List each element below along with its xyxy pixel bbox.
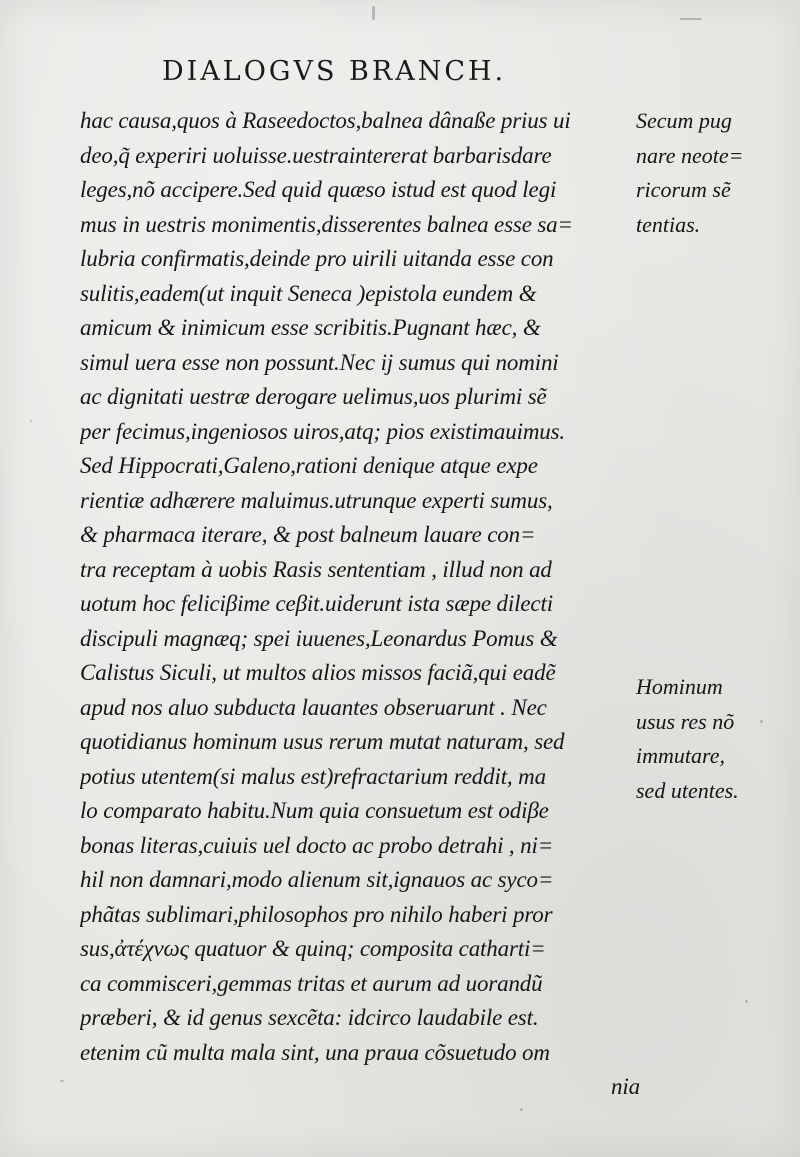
margin-note-line: ricorum sẽ (636, 177, 731, 202)
text-line: lo comparato habitu.Num quia consuetum est odiβe (80, 798, 549, 823)
text-line: etenim cũ multa mala sint, una praua cõsuetudo om (80, 1039, 550, 1065)
text-line: uotum hoc feliciβime ceβit.uiderunt ista sæpe dilecti (80, 591, 553, 616)
paper-speck (60, 1080, 64, 1082)
text-line: phãtas sublimari,philosophos pro nihilo haberi pror (80, 901, 553, 927)
text-line: mus in uestris monimentis,disserentes balnea esse sa= (80, 211, 573, 237)
main-text-block (80, 104, 640, 1105)
text-line: sus,ἀτέχνως quatuor & quinq; composita catharti= (80, 936, 546, 961)
margin-note-line: Hominum (636, 674, 723, 699)
margin-note-line: tentias. (636, 211, 701, 237)
paper-speck (372, 6, 375, 20)
running-head: DIALOGVS BRANCH. (162, 56, 507, 87)
text-line: amicum & inimicum esse scribitis.Pugnant hæc, & (80, 315, 541, 340)
text-line: rientiæ adhærere maluimus.utrunque experti sumus, (80, 487, 553, 513)
paper-speck (680, 18, 702, 20)
text-line: tra receptam à uobis Rasis sententiam , illud non ad (80, 556, 552, 582)
margin-note-line: immutare, (636, 743, 726, 768)
margin-note (636, 104, 796, 242)
text-line: præberi, & id genus sexcẽta: idcirco laudabile est. (80, 1005, 539, 1030)
text-line: Sed Hippocrati,Galeno,rationi denique atque expe (80, 453, 538, 478)
paper-speck (745, 1000, 748, 1003)
margin-note (636, 670, 796, 808)
text-line: & pharmaca iterare, & post balneum lauare con= (80, 522, 536, 547)
margin-note-line: usus res nõ (636, 708, 735, 734)
margin-note-line: nare neote= (636, 142, 744, 168)
text-line: discipuli magnæq; spei iuuenes,Leonardus Pomus & (80, 625, 558, 651)
text-line: apud nos aluo subducta lauantes obseruarunt . Nec (80, 694, 547, 720)
text-line: bonas literas,cuiuis uel docto ac probo detrahi , ni= (80, 832, 554, 858)
text-line: Calistus Siculi, ut multos alios missos faciã,qui eadẽ (80, 660, 556, 685)
text-line: simul uera esse non possunt.Nec ij sumus qui nomini (80, 349, 559, 375)
paper-speck (30, 420, 32, 422)
text-line: potius utentem(si malus est)refractarium reddit, ma (80, 763, 546, 789)
margin-note-line: Secum pug (636, 108, 732, 133)
text-line: hil non damnari,modo alienum sit,ignauos ac syco= (80, 867, 554, 892)
text-line: leges,nõ accipere.Sed quid quæso istud est quod legi (80, 177, 557, 202)
text-line: lubria confirmatis,deinde pro uirili uitanda esse con (80, 246, 554, 271)
text-line: per fecimus,ingeniosos uiros,atq; pios existimauimus. (80, 418, 566, 444)
text-line: hac causa,quos à Raseedoctos,balnea dânaße prius ui (80, 108, 571, 133)
text-line: ac dignitati uestræ derogare uelimus,uos plurimi sẽ (80, 384, 547, 409)
paper-speck (520, 1108, 523, 1111)
margin-note-line: sed utentes. (636, 777, 739, 803)
catchword: nia (611, 1074, 640, 1099)
text-line: sulitis,eadem(ut inquit Seneca )epistola eundem & (80, 280, 537, 306)
text-line: ca commisceri,gemmas tritas et aurum ad uorandũ (80, 970, 543, 996)
text-line: deo,q̃ experiri uoluisse.uestraintererat barbarisdare (80, 142, 552, 168)
text-line: quotidianus hominum usus rerum mutat naturam, sed (80, 729, 565, 754)
